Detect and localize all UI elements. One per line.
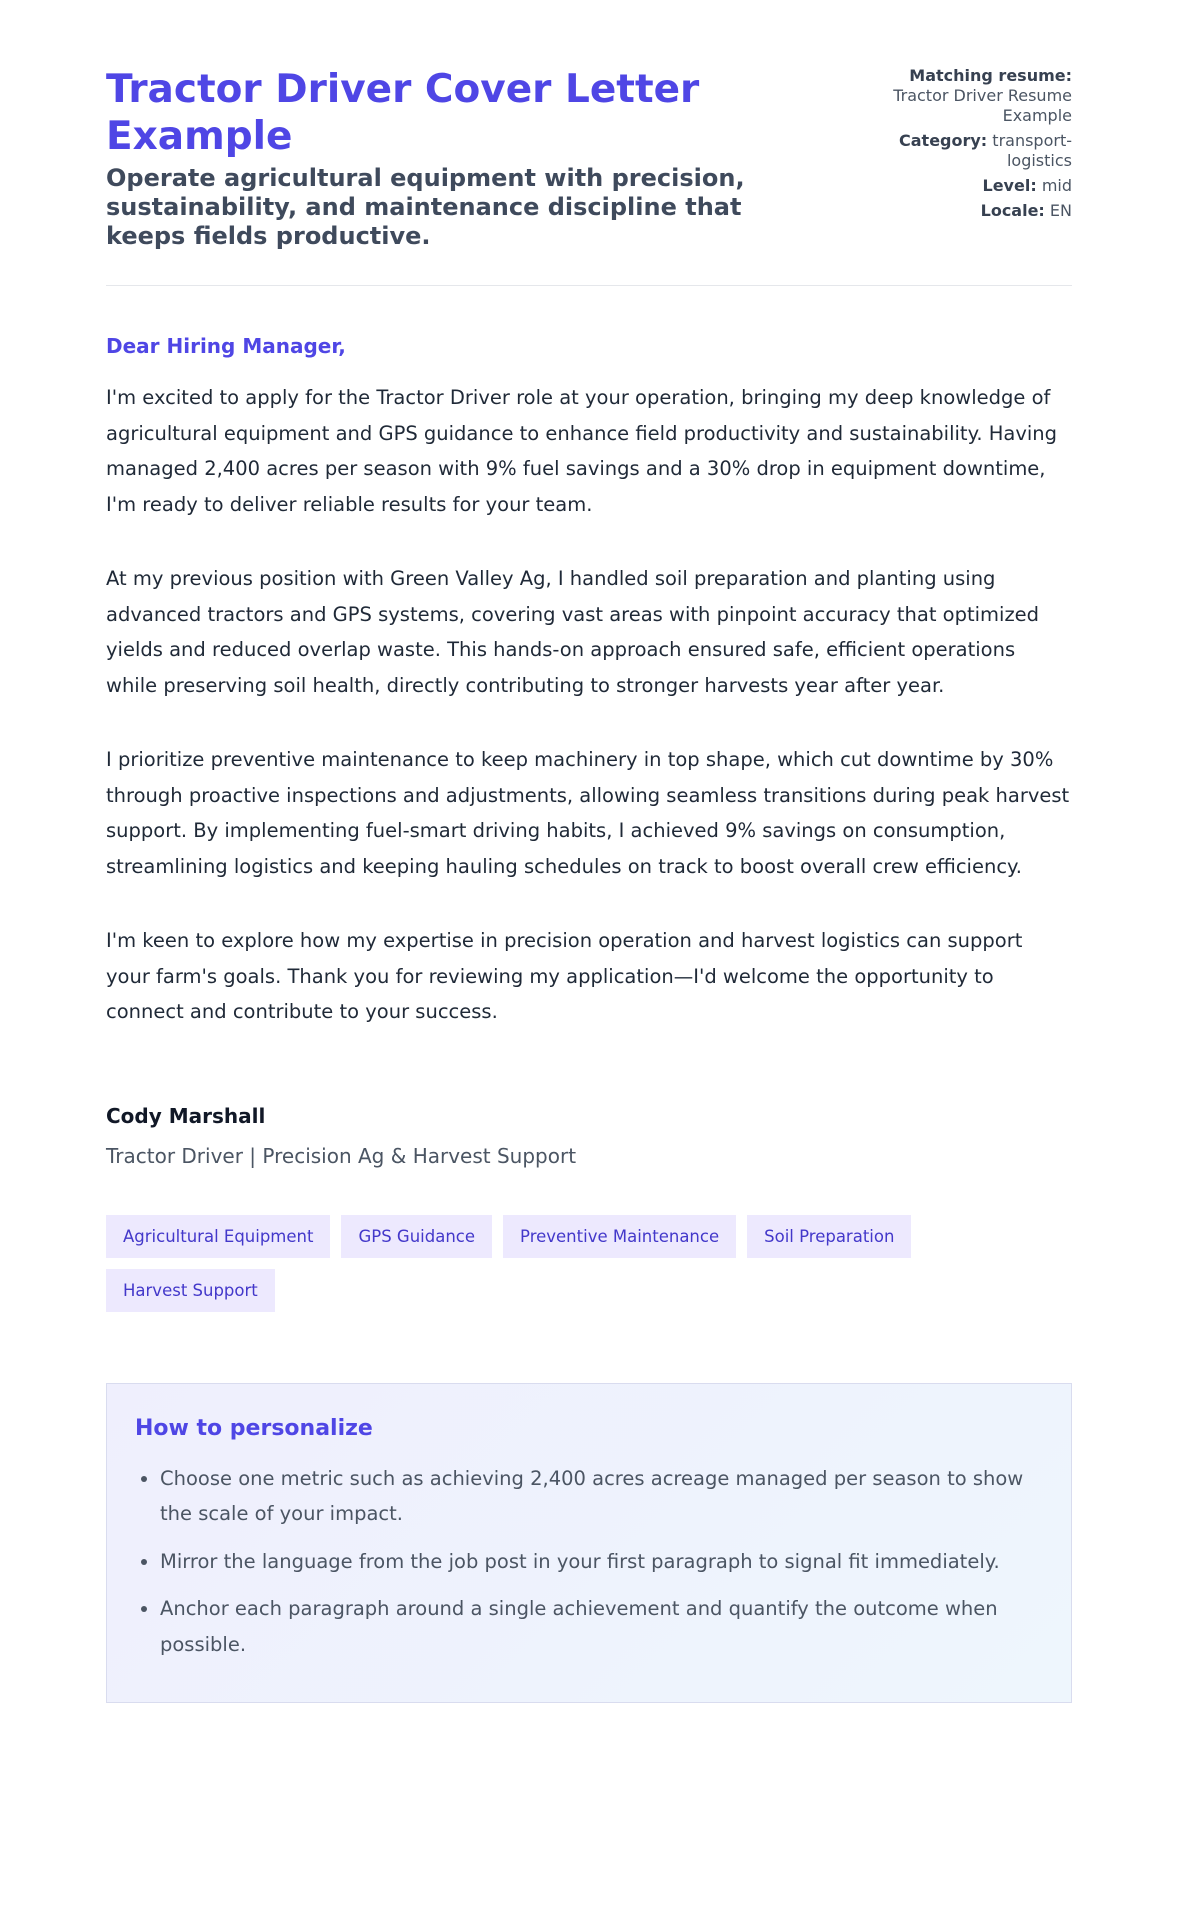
page-subtitle: Operate agricultural equipment with precision, sustainability, and maintenance discipline that keeps fields productive. bbox=[106, 164, 745, 250]
skill-tag: GPS Guidance bbox=[341, 1215, 492, 1258]
meta-label: Locale: bbox=[980, 201, 1045, 220]
tips-list bbox=[135, 1461, 1043, 1663]
meta-panel bbox=[872, 66, 1072, 226]
letter-body bbox=[106, 334, 1072, 1168]
meta-value: mid bbox=[1041, 176, 1072, 195]
letter-paragraph: I'm excited to apply for the Tractor Driver role at your operation, bringing my deep knowledge of agricultural equipment and GPS guidance to enhance field productivity and sustainability. Having managed 2,400 acres per season with 9% fuel savings and a 30% drop in equipment downtime, I'm ready to deliver reliable results for your team. bbox=[106, 386, 1058, 516]
meta-value: transport-logistics bbox=[992, 131, 1072, 170]
skill-tags bbox=[106, 1215, 926, 1312]
letter-paragraph: I'm keen to explore how my expertise in precision operation and harvest logistics can support your farm's goals. Thank you for reviewing my application—I'd welcome the opportunity to connect and contribute to your success. bbox=[106, 929, 1023, 1023]
meta-label: Matching resume: bbox=[909, 66, 1072, 85]
meta-value: EN bbox=[1049, 201, 1072, 220]
divider bbox=[106, 285, 1072, 286]
meta-level bbox=[872, 176, 1072, 196]
skill-tag: Preventive Maintenance bbox=[503, 1215, 736, 1258]
signature-name: Cody Marshall bbox=[106, 1103, 266, 1128]
tip-item: • Anchor each paragraph around a single achievement and quantify the outcome when possible. bbox=[160, 1591, 1043, 1662]
title-block bbox=[106, 66, 786, 251]
skill-tag: Harvest Support bbox=[106, 1269, 275, 1312]
letter-paragraph: At my previous position with Green Valley Ag, I handled soil preparation and planting using advanced tractors and GPS systems, covering vast areas with pinpoint accuracy that optimized yields and reduced overlap waste. This hands-on approach ensured safe, efficient operations while preserving soil health, directly contributing to stronger harvests year after year. bbox=[106, 567, 1040, 697]
personalize-tips-box bbox=[106, 1383, 1072, 1704]
meta-locale bbox=[872, 201, 1072, 221]
meta-category bbox=[872, 131, 1072, 171]
tip-item: • Mirror the language from the job post in your first paragraph to signal fit immediately. bbox=[160, 1544, 1043, 1580]
skill-tag: Soil Preparation bbox=[747, 1215, 911, 1258]
skill-tag: Agricultural Equipment bbox=[106, 1215, 330, 1258]
page-header bbox=[106, 66, 1072, 251]
tip-item: • Choose one metric such as achieving 2,400 acres acreage managed per season to show the scale of your impact. bbox=[160, 1461, 1043, 1532]
signature-role: Tractor Driver | Precision Ag & Harvest Support bbox=[106, 1143, 577, 1168]
meta-label: Level: bbox=[982, 176, 1037, 195]
greeting: Dear Hiring Manager, bbox=[106, 334, 346, 358]
meta-matching-resume bbox=[872, 66, 1072, 126]
meta-label: Category: bbox=[899, 131, 988, 150]
tips-title: How to personalize bbox=[135, 1415, 373, 1441]
page-title: Tractor Driver Cover Letter Example bbox=[106, 67, 700, 159]
letter-paragraph: I prioritize preventive maintenance to keep machinery in top shape, which cut downtime by 30% through proactive inspections and adjustments, allowing seamless transitions during peak harvest support. By implementing fuel-smart driving habits, I achieved 9% savings on consumption, streamlining logistics and keeping hauling schedules on track to boost overall crew efficiency. bbox=[106, 748, 1070, 878]
cover-letter-page bbox=[106, 66, 1072, 1703]
matching-resume-link[interactable]: Tractor Driver Resume Example bbox=[893, 86, 1072, 125]
